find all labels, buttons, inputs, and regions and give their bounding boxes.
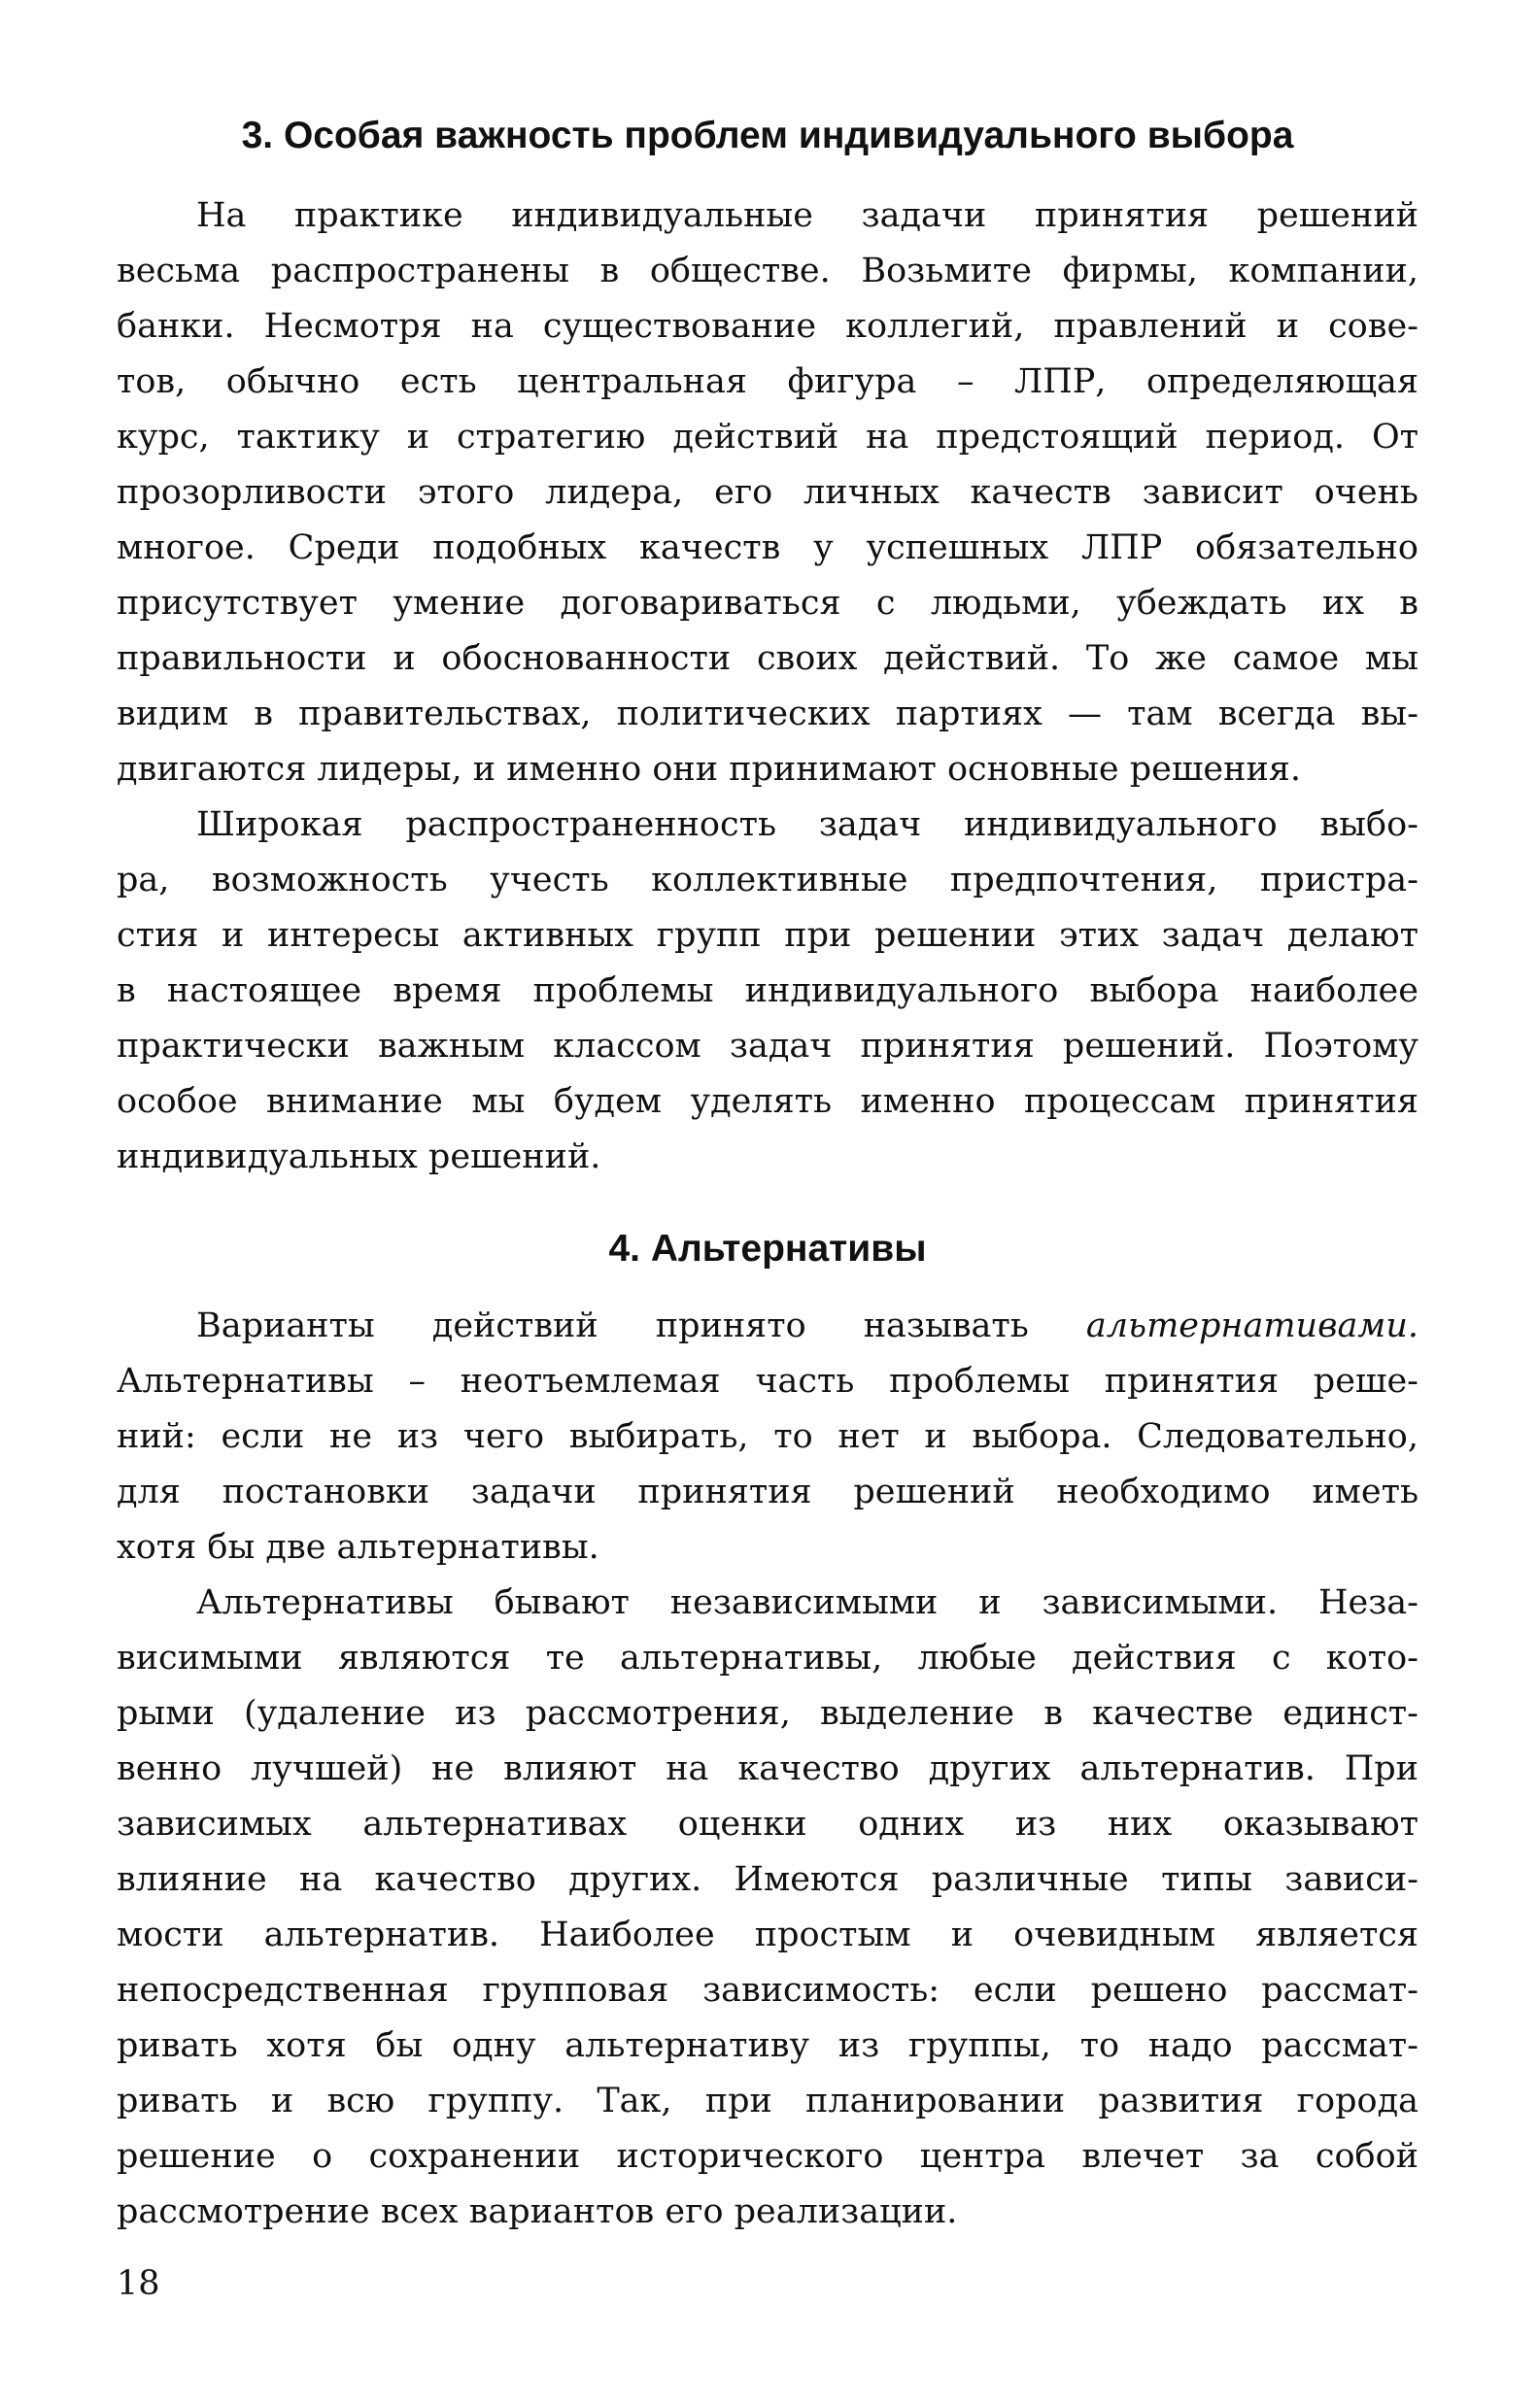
text-line: правильности и обоснованности своих действий. То же самое мы (117, 639, 1418, 678)
paragraph-continuation (117, 1354, 1418, 1576)
text-line: индивидуальных решений. (117, 1137, 601, 1176)
text-line: стия и интересы активных групп при решении этих задач делают (117, 916, 1418, 955)
section-3-heading: 3. Особая важность проблем индивидуального выбора (241, 115, 1294, 156)
text-line: рассмотрение всех вариантов его реализации. (117, 2192, 958, 2231)
text-line: курс, тактику и стратегию действий на предстоящий период. От (117, 418, 1418, 457)
italic-term: альтернативами. (1085, 1306, 1418, 1345)
text-line: непосредственная групповая зависимость: если решено рассмат- (117, 1971, 1418, 2010)
text-line: двигаются лидеры, и именно они принимают основные решения. (117, 750, 1301, 789)
text-line: зависимых альтернативах оценки одних из них оказывают (117, 1805, 1418, 1844)
text-line: ний: если не из чего выбирать, то нет и выбора. Следовательно, (117, 1417, 1418, 1456)
text-line: хотя бы две альтернативы. (117, 1528, 599, 1567)
text-line: венно лучшей) не влияют на качество других альтернатив. При (117, 1749, 1418, 1788)
text-line: влияние на качество других. Имеются различные типы зависи- (117, 1860, 1418, 1899)
text-line: присутствует умение договариваться с людьми, убеждать их в (117, 584, 1418, 623)
text-line: банки. Несмотря на существование коллегий, правлений и сове- (117, 307, 1418, 346)
text-line: ривать хотя бы одну альтернативу из группы, то надо рассмат- (117, 2026, 1418, 2065)
text-line: многое. Среди подобных качеств у успешных ЛПР обязательно (117, 528, 1418, 567)
text-line: особое внимание мы будем уделять именно процессам принятия (117, 1082, 1418, 1121)
text-line: весьма распространены в обществе. Возьмите фирмы, компании, (117, 252, 1418, 290)
text-line: практически важным классом задач принятия решений. Поэтому (117, 1027, 1418, 1066)
text-line: ра, возможность учесть коллективные предпочтения, пристра- (117, 861, 1418, 899)
section-4-heading: 4. Альтернативы (608, 1228, 927, 1270)
text-line: решение о сохранении исторического центра влечет за собой (117, 2137, 1418, 2176)
text-line: Альтернативы – неотъемлемая часть проблемы принятия реше- (117, 1362, 1418, 1401)
text-line: прозорливости этого лидера, его личных качеств зависит очень (117, 473, 1418, 512)
text-line: для постановки задачи принятия решений необходимо иметь (117, 1473, 1418, 1511)
text-line: Широкая распространенность задач индивидуального выбо- (196, 805, 1418, 844)
text-line: видим в правительствах, политических партиях — там всегда вы- (117, 695, 1418, 733)
text-segment: Варианты действий принято называть (196, 1306, 1086, 1345)
paragraph (117, 188, 1418, 797)
text-line: рыми (удаление из рассмотрения, выделение в качестве единст- (117, 1694, 1418, 1733)
paragraph (117, 797, 1418, 1185)
text-line: мости альтернатив. Наиболее простым и очевидным является (117, 1916, 1418, 1954)
text-line: На практике индивидуальные задачи принятия решений (196, 196, 1418, 235)
text-line: висимыми являются те альтернативы, любые действия с кото- (117, 1639, 1418, 1678)
text-line: в настоящее время проблемы индивидуального выбора наиболее (117, 971, 1418, 1010)
text-line: ривать и всю группу. Так, при планировании развития города (117, 2082, 1418, 2120)
text-line: тов, обычно есть центральная фигура – ЛПР, определяющая (117, 362, 1418, 401)
paragraph (117, 1576, 1418, 2240)
text-line (117, 1299, 1418, 1354)
paragraph (117, 1299, 1418, 1576)
page-number: 18 (117, 2264, 160, 2303)
text-line: Альтернативы бывают независимыми и зависимыми. Неза- (196, 1583, 1418, 1622)
